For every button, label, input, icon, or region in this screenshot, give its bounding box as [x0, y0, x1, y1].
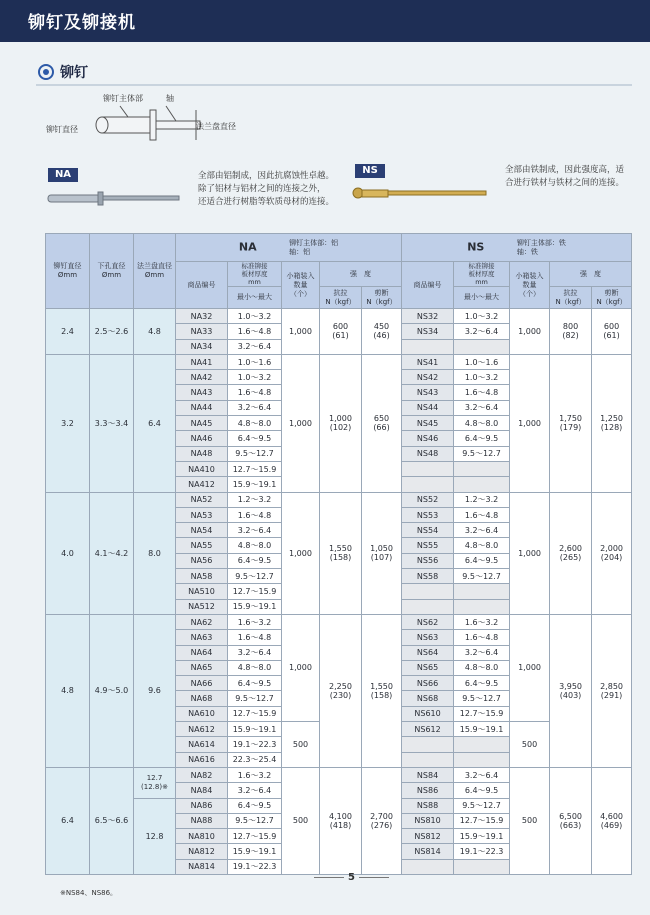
- ns-product-code: NS84: [402, 767, 454, 782]
- na-thickness: 9.5～12.7: [228, 691, 282, 706]
- na-thickness: 1.6～4.8: [228, 630, 282, 645]
- na-product-code: NA58: [176, 569, 228, 584]
- na-qty-cell: 1,000: [282, 354, 320, 492]
- ns-product-code: [402, 584, 454, 599]
- ns-thickness: [454, 859, 510, 874]
- ns-qty-cell: 500: [510, 722, 550, 768]
- na-shear-cell: 1,050 (107): [362, 492, 402, 614]
- na-thickness: 4.8～8.0: [228, 538, 282, 553]
- na-shear-cell: 450 (46): [362, 309, 402, 355]
- page-title: 铆钉及铆接机: [28, 13, 136, 33]
- na-product-code: NA65: [176, 660, 228, 675]
- na-product-code: NA53: [176, 507, 228, 522]
- flange-dia-header: 法兰盘直径 Ømm: [134, 234, 176, 309]
- na-thickness-range-header: 最小～最大: [228, 287, 282, 309]
- ns-thickness: [454, 477, 510, 492]
- ns-product-code: NS86: [402, 783, 454, 798]
- table-row: [46, 767, 632, 782]
- section-title: 铆钉: [60, 65, 88, 81]
- ns-thickness: [454, 737, 510, 752]
- ns-thickness: 15.9～19.1: [454, 722, 510, 737]
- na-qty-cell: 500: [282, 767, 320, 874]
- ns-product-code: NS88: [402, 798, 454, 813]
- ns-shear-cell: 2,000 (204): [592, 492, 632, 614]
- na-tensile-cell: 4,100 (418): [320, 767, 362, 874]
- ns-thickness: 6.4～9.5: [454, 783, 510, 798]
- na-product-code: NA33: [176, 324, 228, 339]
- na-thickness: 12.7～15.9: [228, 706, 282, 721]
- ns-thickness: 19.1～22.3: [454, 844, 510, 859]
- na-qty-cell: 1,000: [282, 614, 320, 721]
- na-product-code: NA68: [176, 691, 228, 706]
- na-thickness: 19.1～22.3: [228, 737, 282, 752]
- ns-thickness: 3.2～6.4: [454, 523, 510, 538]
- ns-thickness: [454, 599, 510, 614]
- na-thickness: 1.6～4.8: [228, 324, 282, 339]
- ns-thickness: 15.9～19.1: [454, 829, 510, 844]
- ns-product-code: NS814: [402, 844, 454, 859]
- ns-thickness: 3.2～6.4: [454, 400, 510, 415]
- na-thickness: 4.8～8.0: [228, 416, 282, 431]
- hole-dia-cell: 2.5～2.6: [90, 309, 134, 355]
- na-thickness: 1.0～3.2: [228, 309, 282, 324]
- ns-thickness: 1.0～3.2: [454, 370, 510, 385]
- ns-thickness-header: 标准铆接 板材厚度 mm: [454, 262, 510, 287]
- hole-dia-cell: 6.5～6.6: [90, 767, 134, 874]
- na-thickness: 1.0～1.6: [228, 354, 282, 369]
- na-thickness: 1.6～3.2: [228, 767, 282, 782]
- rivet-dia-header: 铆钉直径 Ømm: [46, 234, 90, 309]
- na-product-code: NA512: [176, 599, 228, 614]
- na-thickness: 1.6～4.8: [228, 507, 282, 522]
- ns-product-code: NS63: [402, 630, 454, 645]
- na-product-code: NA54: [176, 523, 228, 538]
- ns-product-code: NS41: [402, 354, 454, 369]
- na-product-code: NA86: [176, 798, 228, 813]
- na-thickness: 15.9～19.1: [228, 599, 282, 614]
- na-product-code: NA616: [176, 752, 228, 767]
- rivet-spec-table: [45, 233, 632, 875]
- ns-product-code: NS62: [402, 614, 454, 629]
- section-divider: [36, 84, 632, 86]
- na-desc-line: 除了铝材与铝材之间的连接之外，: [198, 184, 326, 194]
- ns-product-code: NS612: [402, 722, 454, 737]
- flange-label: 法兰盘直径: [196, 122, 236, 131]
- ns-product-code: NS46: [402, 431, 454, 446]
- rivet-dia-cell: 2.4: [46, 309, 90, 355]
- na-product-code: NA814: [176, 859, 228, 874]
- ns-product-code: NS52: [402, 492, 454, 507]
- ns-tensile-cell: 1,750 (179): [550, 354, 592, 492]
- ns-product-code: NS43: [402, 385, 454, 400]
- ns-shear-header: 剪断 N（kgf）: [592, 287, 632, 309]
- na-product-code: NA88: [176, 813, 228, 828]
- ns-product-code: NS53: [402, 507, 454, 522]
- ns-thickness-range-header: 最小～最大: [454, 287, 510, 309]
- body-label: 铆钉主体部: [103, 94, 143, 103]
- ns-tensile-cell: 2,600 (265): [550, 492, 592, 614]
- flange-dia-cell: 4.8: [134, 309, 176, 355]
- ns-thickness: 6.4～9.5: [454, 676, 510, 691]
- na-thickness: 15.9～19.1: [228, 722, 282, 737]
- ns-product-code: NS812: [402, 829, 454, 844]
- na-product-code: NA32: [176, 309, 228, 324]
- ns-thickness: [454, 584, 510, 599]
- na-thickness: 6.4～9.5: [228, 676, 282, 691]
- ns-thickness: 1.0～3.2: [454, 309, 510, 324]
- table-row: [46, 614, 632, 629]
- na-thickness: 1.2～3.2: [228, 492, 282, 507]
- na-thickness: 3.2～6.4: [228, 645, 282, 660]
- ns-thickness: 1.0～1.6: [454, 354, 510, 369]
- na-desc-line: 全部由铝制成，因此抗腐蚀性卓越。: [198, 171, 335, 181]
- hole-dia-cell: 3.3～3.4: [90, 354, 134, 492]
- table-body: [46, 309, 632, 875]
- na-product-code: NA34: [176, 339, 228, 354]
- na-product-code: NA412: [176, 477, 228, 492]
- na-thickness: 6.4～9.5: [228, 553, 282, 568]
- rivet-dia-cell: 4.0: [46, 492, 90, 614]
- ns-thickness: [454, 752, 510, 767]
- ns-product-code: NS34: [402, 324, 454, 339]
- na-product-code: NA510: [176, 584, 228, 599]
- ns-product-code: NS55: [402, 538, 454, 553]
- rivet-dia-cell: 4.8: [46, 614, 90, 767]
- ns-qty-cell: 500: [510, 767, 550, 874]
- ns-thickness: 4.8～8.0: [454, 416, 510, 431]
- page-number-rule: [359, 877, 389, 878]
- ns-product-no-header: 商品编号: [402, 262, 454, 309]
- na-qty-cell: 1,000: [282, 309, 320, 355]
- na-product-code: NA812: [176, 844, 228, 859]
- ns-product-code: NS48: [402, 446, 454, 461]
- na-thickness: 12.7～15.9: [228, 584, 282, 599]
- ns-rivet-image: [352, 184, 492, 204]
- ns-product-code: NS54: [402, 523, 454, 538]
- na-strength-header: 强 度: [320, 262, 402, 287]
- footnote: ※NS84、NS86。: [60, 889, 118, 897]
- na-qty-header: 小箱装入 数量 （个）: [282, 262, 320, 309]
- na-product-code: NA55: [176, 538, 228, 553]
- na-thickness: 3.2～6.4: [228, 400, 282, 415]
- ns-tag: NS: [355, 164, 385, 178]
- na-product-code: NA52: [176, 492, 228, 507]
- na-product-code: NA63: [176, 630, 228, 645]
- na-shear-cell: 2,700 (276): [362, 767, 402, 874]
- na-shear-cell: 1,550 (158): [362, 614, 402, 767]
- ns-product-code: NS610: [402, 706, 454, 721]
- na-qty-cell: 500: [282, 722, 320, 768]
- na-tensile-cell: 1,000 (102): [320, 354, 362, 492]
- flange-dia-cell: 8.0: [134, 492, 176, 614]
- na-qty-cell: 1,000: [282, 492, 320, 614]
- ns-product-code: [402, 339, 454, 354]
- ns-tensile-cell: 3,950 (403): [550, 614, 592, 767]
- na-tensile-cell: 2,250 (230): [320, 614, 362, 767]
- ns-strength-header: 强 度: [550, 262, 632, 287]
- ns-qty-cell: 1,000: [510, 614, 550, 721]
- na-shear-cell: 650 (66): [362, 354, 402, 492]
- page-header: [0, 0, 650, 42]
- section-heading: [38, 62, 88, 82]
- na-description: [198, 170, 334, 209]
- ns-thickness: 9.5～12.7: [454, 446, 510, 461]
- rivet-dia-cell: 6.4: [46, 767, 90, 874]
- table-row: [46, 492, 632, 507]
- ns-product-code: NS810: [402, 813, 454, 828]
- na-thickness: 3.2～6.4: [228, 339, 282, 354]
- na-thickness: 4.8～8.0: [228, 660, 282, 675]
- ns-thickness: 3.2～6.4: [454, 767, 510, 782]
- ns-product-code: [402, 859, 454, 874]
- ns-product-code: [402, 599, 454, 614]
- page-number: [310, 872, 393, 883]
- na-thickness: 3.2～6.4: [228, 783, 282, 798]
- table-row: [46, 354, 632, 369]
- ns-product-code: NS44: [402, 400, 454, 415]
- na-thickness: 22.3～25.4: [228, 752, 282, 767]
- na-rivet-image: [44, 188, 184, 208]
- ns-description: [505, 164, 624, 190]
- na-product-code: NA810: [176, 829, 228, 844]
- ns-product-code: NS66: [402, 676, 454, 691]
- ns-thickness: 4.8～8.0: [454, 538, 510, 553]
- na-product-code: NA62: [176, 614, 228, 629]
- ns-tensile-cell: 800 (82): [550, 309, 592, 355]
- ns-thickness: 1.2～3.2: [454, 492, 510, 507]
- hole-dia-cell: 4.9～5.0: [90, 614, 134, 767]
- na-product-code: NA64: [176, 645, 228, 660]
- ns-product-code: NS42: [402, 370, 454, 385]
- na-thickness: 9.5～12.7: [228, 446, 282, 461]
- page-number-rule: [314, 877, 344, 878]
- na-thickness: 19.1～22.3: [228, 859, 282, 874]
- ns-shear-cell: 4,600 (469): [592, 767, 632, 874]
- ns-shear-cell: 1,250 (128): [592, 354, 632, 492]
- ns-product-code: [402, 461, 454, 476]
- na-thickness: 3.2～6.4: [228, 523, 282, 538]
- rivet-dia-cell: 3.2: [46, 354, 90, 492]
- na-material: 铆钉主体部：铝 轴：铝: [289, 238, 339, 256]
- na-product-code: NA42: [176, 370, 228, 385]
- ns-product-code: [402, 737, 454, 752]
- na-thickness: 9.5～12.7: [228, 569, 282, 584]
- na-thickness: 6.4～9.5: [228, 431, 282, 446]
- na-desc-line: 还适合进行树脂等软质母材的连接。: [198, 197, 335, 207]
- ns-thickness: [454, 339, 510, 354]
- na-product-code: NA84: [176, 783, 228, 798]
- na-tag: NA: [48, 168, 78, 182]
- ns-thickness: 9.5～12.7: [454, 691, 510, 706]
- table-row: [46, 309, 632, 324]
- flange-dia-cell: 12.8: [134, 798, 176, 874]
- na-thickness: 12.7～15.9: [228, 461, 282, 476]
- na-product-code: NA614: [176, 737, 228, 752]
- na-product-no-header: 商品编号: [176, 262, 228, 309]
- ns-qty-cell: 1,000: [510, 309, 550, 355]
- ns-product-code: [402, 752, 454, 767]
- ns-thickness: 6.4～9.5: [454, 431, 510, 446]
- ns-tensile-header: 抗拉 N（kgf）: [550, 287, 592, 309]
- ns-thickness: 3.2～6.4: [454, 324, 510, 339]
- ns-product-code: NS68: [402, 691, 454, 706]
- na-product-code: NA56: [176, 553, 228, 568]
- ns-product-code: NS64: [402, 645, 454, 660]
- ns-material: 铆钉主体部：铁 轴：铁: [516, 238, 566, 256]
- ns-product-code: NS32: [402, 309, 454, 324]
- na-product-code: NA41: [176, 354, 228, 369]
- na-product-code: NA66: [176, 676, 228, 691]
- na-thickness: 15.9～19.1: [228, 844, 282, 859]
- flange-dia-cell: 12.7 (12.8)※: [134, 767, 176, 798]
- ns-tensile-cell: 6,500 (663): [550, 767, 592, 874]
- ns-thickness: 12.7～15.9: [454, 706, 510, 721]
- ns-product-code: NS45: [402, 416, 454, 431]
- na-product-code: NA82: [176, 767, 228, 782]
- na-shear-header: 剪断 N（kgf）: [362, 287, 402, 309]
- na-product-code: NA612: [176, 722, 228, 737]
- ns-thickness: [454, 461, 510, 476]
- ns-product-code: NS58: [402, 569, 454, 584]
- na-tensile-cell: 600 (61): [320, 309, 362, 355]
- ns-thickness: 9.5～12.7: [454, 569, 510, 584]
- ns-qty-header: 小箱装入 数量 （个）: [510, 262, 550, 309]
- na-product-code: NA45: [176, 416, 228, 431]
- ns-desc-line: 合进行铁材与铁材之间的连接。: [505, 178, 625, 188]
- diameter-label: 铆钉直径: [46, 125, 78, 134]
- na-product-code: NA46: [176, 431, 228, 446]
- na-product-code: NA43: [176, 385, 228, 400]
- na-tensile-cell: 1,550 (158): [320, 492, 362, 614]
- ns-qty-cell: 1,000: [510, 354, 550, 492]
- na-product-code: NA48: [176, 446, 228, 461]
- ns-thickness: 4.8～8.0: [454, 660, 510, 675]
- ns-thickness: 3.2～6.4: [454, 645, 510, 660]
- na-header: [176, 234, 402, 262]
- na-thickness-header: 标准铆接 板材厚度 mm: [228, 262, 282, 287]
- na-thickness: 1.6～3.2: [228, 614, 282, 629]
- ns-thickness: 1.6～4.8: [454, 385, 510, 400]
- na-thickness: 1.0～3.2: [228, 370, 282, 385]
- na-thickness: 12.7～15.9: [228, 829, 282, 844]
- ns-desc-line: 全部由铁制成，因此强度高，适: [505, 165, 625, 175]
- ns-thickness: 9.5～12.7: [454, 798, 510, 813]
- hole-dia-cell: 4.1～4.2: [90, 492, 134, 614]
- flange-dia-cell: 9.6: [134, 614, 176, 767]
- na-header-title: NA: [238, 240, 257, 253]
- ns-thickness: 1.6～4.8: [454, 507, 510, 522]
- ns-header: [402, 234, 632, 262]
- flange-dia-cell: 6.4: [134, 354, 176, 492]
- na-product-code: NA410: [176, 461, 228, 476]
- ns-thickness: 12.7～15.9: [454, 813, 510, 828]
- ns-shear-cell: 2,850 (291): [592, 614, 632, 767]
- na-thickness: 6.4～9.5: [228, 798, 282, 813]
- na-product-code: NA610: [176, 706, 228, 721]
- ns-product-code: NS65: [402, 660, 454, 675]
- ns-shear-cell: 600 (61): [592, 309, 632, 355]
- ns-product-code: NS56: [402, 553, 454, 568]
- na-tensile-header: 抗拉 N（kgf）: [320, 287, 362, 309]
- na-thickness: 1.6～4.8: [228, 385, 282, 400]
- hole-dia-header: 下孔直径 Ømm: [90, 234, 134, 309]
- na-thickness: 15.9～19.1: [228, 477, 282, 492]
- shaft-label: 轴: [166, 94, 174, 103]
- na-product-code: NA44: [176, 400, 228, 415]
- ns-thickness: 1.6～4.8: [454, 630, 510, 645]
- target-icon: [38, 64, 54, 80]
- ns-qty-cell: 1,000: [510, 492, 550, 614]
- na-thickness: 9.5～12.7: [228, 813, 282, 828]
- ns-thickness: 6.4～9.5: [454, 553, 510, 568]
- ns-thickness: 1.6～3.2: [454, 614, 510, 629]
- table-head: [46, 234, 632, 309]
- page-number-text: 5: [348, 872, 355, 883]
- ns-product-code: [402, 477, 454, 492]
- ns-header-title: NS: [467, 240, 485, 253]
